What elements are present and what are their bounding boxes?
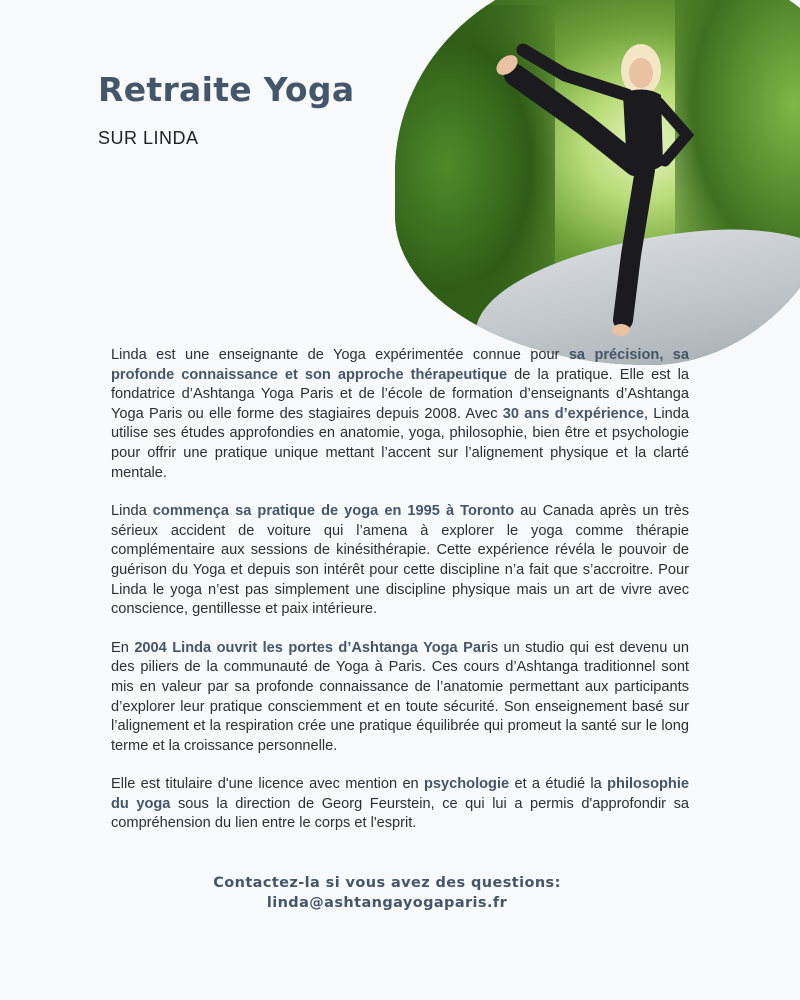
paragraph — [111, 639, 689, 757]
paragraph — [111, 346, 689, 483]
paragraph — [111, 502, 689, 620]
page-title: Retraite Yoga — [98, 70, 355, 109]
paragraph-text: de la pratique. Elle est la fondatrice d’Ashtanga Yoga Paris et de l’école de formation d’enseignants d’Ashtanga Yoga Paris ou elle forme des stagiaires depuis 2008. Avec — [111, 366, 689, 422]
yoga-pose-photo — [395, 0, 800, 365]
contact-prompt: Contactez-la si vous avez des questions: — [213, 875, 561, 891]
paragraph-text: au Canada après un très sérieux accident de voiture qui l’amena à explorer le yoga comme thérapie complémentaire aux sessions de kinésithérapie. Cette expérience révéla le pouvoir de guérison du Yoga et depuis son intérêt pour cette discipline n’a fait que s’accroitre. Pour Linda le yoga n’est pas simplement une discipline physique mais un art de vivre avec conscience, gentillesse et paix intérieure. — [111, 503, 690, 618]
contact-block — [111, 873, 663, 913]
yoga-figure-icon — [395, 0, 800, 365]
highlight-text: commença sa pratique de yoga en 1995 à Toronto — [152, 503, 515, 520]
paragraph — [111, 775, 689, 834]
highlight-text: psychologie — [423, 776, 510, 793]
paragraph-text: Linda — [111, 503, 153, 520]
paragraph-text: sous la direction de Georg Feurstein, ce qui lui a permis d'approfondir sa compréhension du lien entre le corps et l'esprit. — [111, 795, 689, 832]
highlight-text: philosophie du yoga — [111, 776, 689, 812]
paragraph-text: Elle est titulaire d'une licence avec mention en — [111, 776, 424, 793]
paragraph-text: Linda est une enseignante de Yoga expérimentée connue pour — [111, 347, 569, 363]
paragraph-text: , Linda utilise ses études approfondies en anatomie, yoga, philosophie, bien être et psychologie pour offrir une pratique unique mettant l’accent sur l’alignement physique et la clarté mentale. — [111, 405, 689, 481]
contact-email[interactable]: linda@ashtangayogaparis.fr — [266, 895, 508, 911]
highlight-text: sa précision, sa profonde connaissance et son approche thérapeutique — [111, 347, 689, 383]
paragraph-text: En — [111, 639, 135, 656]
page-subtitle: SUR LINDA — [98, 128, 199, 148]
highlight-text: 2004 Linda ouvrit les portes d’Ashtanga Yoga Pari — [134, 639, 491, 656]
biography — [111, 346, 689, 853]
paragraph-text: s un studio qui est devenu un des piliers de la communauté de Yoga à Paris. Ces cours d’Ashtanga traditionnel sont mis en valeur par sa profonde connaissance de l’anatomie permettant aux participants d’explorer leur pratique consciemment et en toute sécurité. Son enseignement basé sur l’alignement et la respiration crée une pratique équilibrée qui promeut la santé sur le long terme et la croissance personnelle. — [111, 639, 689, 754]
paragraph-text: et a étudié la — [509, 776, 608, 793]
highlight-text: 30 ans d’expérience — [502, 405, 644, 422]
